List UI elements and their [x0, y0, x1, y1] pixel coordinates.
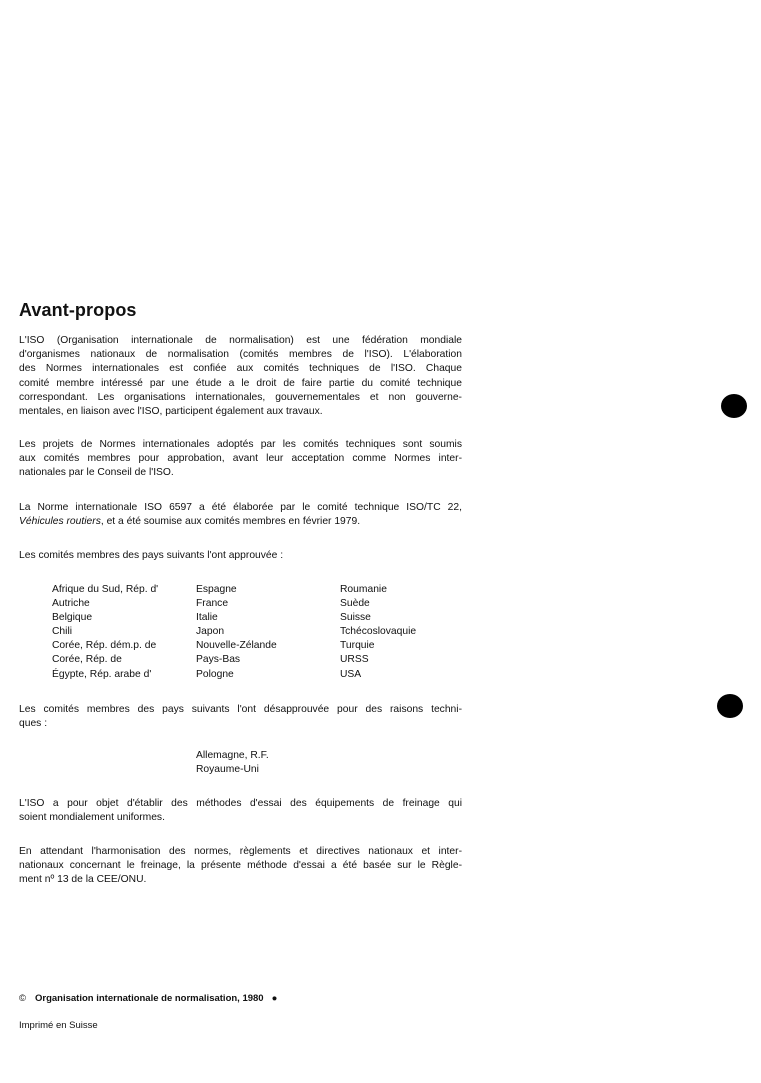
country-item: Pologne: [196, 668, 234, 680]
country-item: Nouvelle-Zélande: [196, 640, 277, 652]
country-item: Suède: [340, 598, 370, 610]
text-line: L'ISO (Organisation internationale de normalisation) est une fédération mondiale: [19, 335, 462, 346]
text-line: En attendant l'harmonisation des normes, règlements et directives nationaux et inter-: [19, 846, 462, 857]
country-item: Tchécoslovaquie: [340, 626, 417, 638]
country-item: Corée, Rép. dém.p. de: [52, 640, 157, 652]
text-line: Les comités membres des pays suivants l'ont désapprouvée pour des raisons techni-: [19, 704, 462, 715]
paragraph-disapproved-intro: [19, 703, 462, 731]
country-item: USA: [340, 668, 362, 680]
paragraph-draft-approval: [19, 438, 462, 481]
text-line: ques :: [19, 718, 48, 730]
text-line: aux comités membres pour approbation, avant leur acceptation comme Normes inter-: [19, 453, 462, 465]
text-line: La Norme internationale ISO 6597 a été élaborée par le comité technique ISO/TC 22,: [19, 502, 462, 513]
paragraph-iso-description: [19, 334, 462, 419]
text-line: d'organismes nationaux de normalisation (comités membres de l'ISO). L'élaboration: [19, 349, 462, 361]
country-item: Autriche: [52, 598, 90, 610]
country-item: Roumanie: [340, 584, 387, 595]
country-item: Royaume-Uni: [196, 764, 259, 776]
text-line: [19, 515, 462, 529]
text-line: soient mondialement uniformes.: [19, 812, 165, 824]
text-line: nationaux concernant le freinage, la présente méthode d'essai a été basée sur le Règle-: [19, 860, 462, 872]
text-line: nationales par le Conseil de l'ISO.: [19, 467, 174, 479]
paragraph-harmonisation: [19, 845, 462, 888]
approving-countries-col-3: [340, 583, 416, 682]
country-item: Allemagne, R.F.: [196, 750, 269, 761]
paragraph-approved-intro: [19, 549, 462, 563]
text-line: Les projets de Normes internationales adoptés par les comités techniques sont soumis: [19, 439, 462, 450]
country-item: Corée, Rép. de: [52, 654, 122, 666]
copyright-icon: ©: [19, 993, 26, 1004]
country-item: France: [196, 598, 229, 610]
paragraph-standard-origin: [19, 501, 462, 529]
country-item: Italie: [196, 612, 218, 624]
text-line: comité membre intéressé par une étude a le droit de faire partie du comité technique: [19, 377, 462, 389]
country-item: Suisse: [340, 612, 371, 624]
copyright-line: [19, 993, 277, 1004]
country-item: Chili: [52, 626, 73, 638]
country-item: Égypte, Rép. arabe d': [52, 668, 152, 680]
approving-countries-col-1: [52, 583, 158, 682]
committee-name-italic: Véhicules routiers: [19, 516, 101, 528]
page-title: Avant-propos: [19, 300, 137, 320]
binder-hole-icon: [721, 394, 747, 418]
country-item: Pays-Bas: [196, 654, 241, 666]
country-item: Japon: [196, 626, 225, 638]
text-line: L'ISO a pour objet d'établir des méthodes d'essai des équipements de freinage qui: [19, 798, 462, 809]
approving-countries-col-2: [196, 583, 277, 682]
country-item: Turquie: [340, 640, 375, 652]
binder-hole-icon: [717, 694, 743, 718]
paragraph-iso-objective: [19, 797, 462, 825]
text-line: des Normes internationales est confiée aux comités techniques de l'ISO. Chaque: [19, 363, 462, 375]
text-line: mentales, en liaison avec l'ISO, participent également aux travaux.: [19, 406, 323, 418]
country-item: Afrique du Sud, Rép. d': [52, 584, 159, 595]
printed-in: Imprimé en Suisse: [19, 1020, 98, 1031]
text-line: correspondant. Les organisations internationales, gouvernementales et non gouverne-: [19, 391, 462, 403]
text-line: ment nº 13 de la CEE/ONU.: [19, 874, 147, 886]
text-line: Les comités membres des pays suivants l'ont approuvée :: [19, 550, 284, 561]
disapproving-countries: [196, 749, 269, 777]
country-item: Belgique: [52, 612, 93, 624]
country-item: URSS: [340, 654, 369, 666]
copyright-text: Organisation internationale de normalisation, 1980: [35, 993, 264, 1004]
country-item: Espagne: [196, 584, 237, 595]
bullet-icon: ●: [271, 993, 278, 1004]
text-fragment: , et a été soumise aux comités membres en février 1979.: [100, 516, 361, 528]
